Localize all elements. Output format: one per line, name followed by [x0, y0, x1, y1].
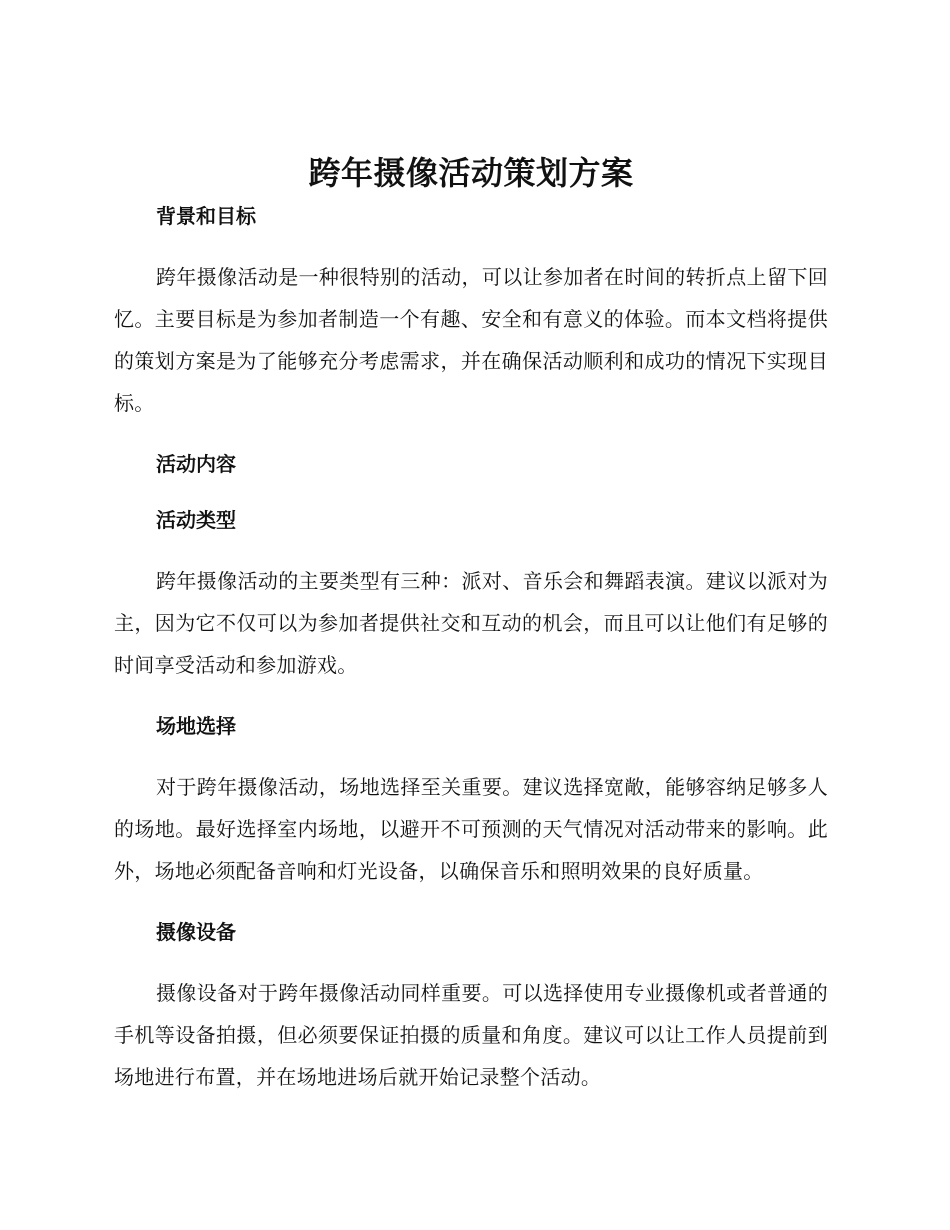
document-title: 跨年摄像活动策划方案	[308, 154, 634, 192]
paragraph-type: 跨年摄像活动的主要类型有三种：派对、音乐会和舞蹈表演。建议以派对为主，因为它不仅可以为参加者提供社交和互动的机会，而且可以让他们有足够的时间享受活动和参加游戏。	[114, 569, 828, 677]
paragraph-camera: 摄像设备对于跨年摄像活动同样重要。可以选择使用专业摄像机或者普通的手机等设备拍摄，但必须要保证拍摄的质量和角度。建议可以让工作人员提前到场地进行布置，并在场地进场后就开始记录整个活动。	[114, 981, 828, 1089]
section-heading-background: 背景和目标	[156, 204, 256, 228]
section-heading-content: 活动内容	[156, 452, 236, 476]
paragraph-background: 跨年摄像活动是一种很特别的活动，可以让参加者在时间的转折点上留下回忆。主要目标是为参加者制造一个有趣、安全和有意义的体验。而本文档将提供的策划方案是为了能够充分考虑需求，并在确保活动顺利和成功的情况下实现目标。	[114, 265, 828, 415]
paragraph-venue: 对于跨年摄像活动，场地选择至关重要。建议选择宽敞，能够容纳足够多人的场地。最好选择室内场地，以避开不可预测的天气情况对活动带来的影响。此外，场地必须配备音响和灯光设备，以确保音乐和照明效果的良好质量。	[114, 775, 828, 883]
section-heading-type: 活动类型	[156, 508, 236, 532]
section-heading-camera: 摄像设备	[156, 920, 236, 944]
section-heading-venue: 场地选择	[156, 714, 236, 738]
